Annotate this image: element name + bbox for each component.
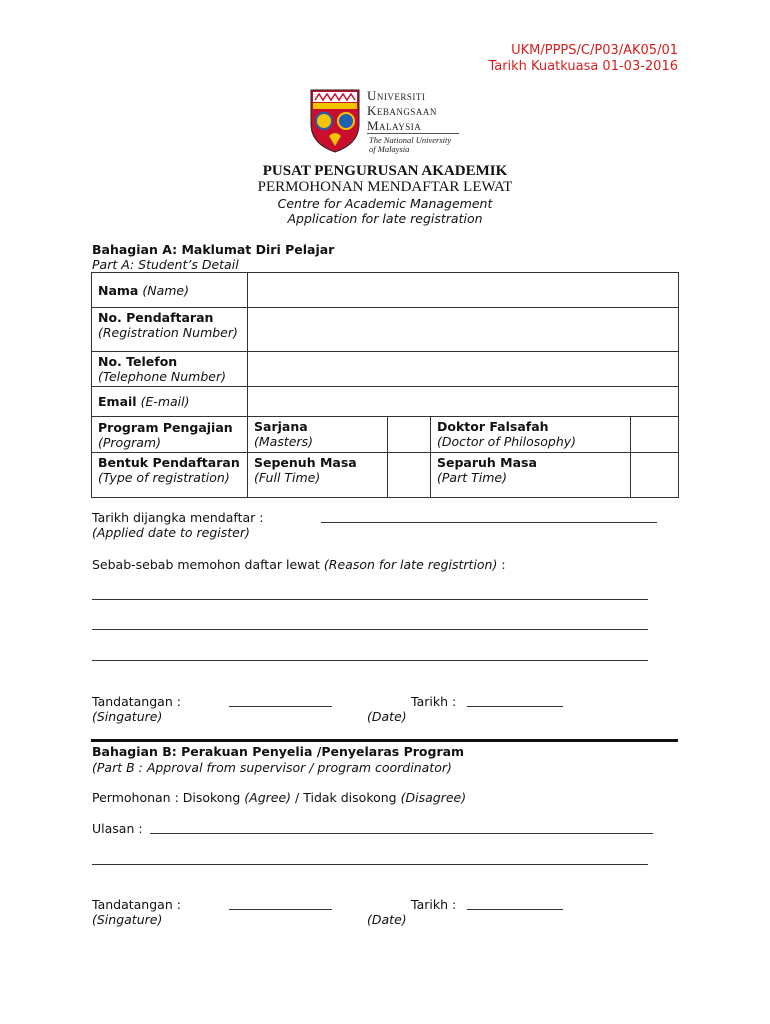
masters-label-en: (Masters) [254,434,313,449]
name-field[interactable] [248,273,679,308]
agree-option[interactable]: (Agree) [244,790,292,805]
email-field[interactable] [248,387,679,417]
remarks-label: Ulasan : [92,821,143,836]
parttime-label-en: (Part Time) [437,470,507,485]
phd-label: Doktor Falsafah [437,419,549,434]
reason-line [92,557,506,572]
part-a-signature-label-en: (Singature) [92,709,163,724]
reason-label: Sebab-sebab memohon daftar lewat [92,557,320,572]
ukm-crest-icon [309,88,361,154]
part-b-signature-label: Tandatangan : [92,897,181,912]
reason-colon: : [497,557,506,572]
parttime-checkbox[interactable] [631,453,679,498]
reason-field-line-3[interactable] [92,660,648,661]
reg-label-cell [92,308,248,352]
logo-english-line1: The National University [369,135,452,145]
email-label-cell [92,387,248,417]
part-b-date-field[interactable] [467,909,563,910]
parttime-label: Separuh Masa [437,455,537,470]
part-a-signature-field[interactable] [229,706,332,707]
telephone-field[interactable] [248,352,679,387]
reason-field-line-1[interactable] [92,599,648,600]
applied-date-field[interactable] [321,522,657,523]
masters-label: Sarjana [254,419,308,434]
form-ref-code: UKM/PPPS/C/P03/AK05/01 [511,43,678,58]
section-divider [91,739,678,742]
application-prefix: Permohonan : Disokong [92,790,245,805]
name-label-cell [92,273,248,308]
email-label-en: (E-mail) [140,394,190,409]
program-label: Program Pengajian [98,419,233,435]
fulltime-checkbox[interactable] [388,453,431,498]
phone-label-cell [92,352,248,387]
part-b-date-label-en: (Date) [367,912,407,927]
phd-label-en: (Doctor of Philosophy) [437,434,577,449]
part-a-date-label-en: (Date) [367,709,407,724]
ukm-logo [309,88,459,154]
email-label: Email [98,394,137,409]
reg-label-en: (Registration Number) [98,325,238,340]
part-a-subheading: Part A: Student’s Detail [92,257,239,272]
masters-cell [248,417,388,453]
part-a-date-label: Tarikh : [411,694,457,709]
phone-label-en: (Telephone Number) [98,369,227,384]
program-label-cell [92,417,248,453]
application-middle: / Tidak disokong [291,790,401,805]
fulltime-cell [248,453,388,498]
parttime-cell [431,453,631,498]
part-a-heading: Bahagian A: Maklumat Diri Pelajar [92,242,335,257]
effective-date: Tarikh Kuatkuasa 01-03-2016 [488,59,678,74]
logo-line2: Kebangsaan [367,103,437,118]
title-form: PERMOHONAN MENDAFTAR LEWAT [257,179,513,195]
applied-date-label-en: (Applied date to register) [92,525,250,540]
part-a-date-field[interactable] [467,706,563,707]
logo-english-line2: of Malaysia [369,144,410,154]
reason-label-en: (Reason for late registrtion) [323,557,498,572]
mode-label: Bentuk Pendaftaran [98,455,240,470]
part-b-subheading: (Part B : Approval from supervisor / program coordinator) [92,760,452,775]
phone-label: No. Telefon [98,354,178,369]
name-label: Nama [98,282,139,298]
title-main: PUSAT PENGURUSAN AKADEMIK [262,163,508,179]
part-b-signature-label-en: (Singature) [92,912,163,927]
title-english-form: Application for late registration [287,211,483,226]
part-a-signature-label: Tandatangan : [92,694,181,709]
mode-label-cell [92,453,248,498]
part-b-heading: Bahagian B: Perakuan Penyelia /Penyelaras Program [92,744,465,759]
program-label-en: (Program) [98,434,161,450]
reason-field-line-2[interactable] [92,629,648,630]
disagree-option[interactable]: (Disagree) [400,790,467,805]
phd-cell [431,417,631,453]
fulltime-label: Sepenuh Masa [254,455,357,470]
registration-number-field[interactable] [248,308,679,352]
remarks-field-line-2[interactable] [92,864,648,865]
logo-line3: Malaysia [367,118,422,133]
logo-line1: Universiti [367,88,426,103]
application-status-line [92,790,466,805]
student-detail-table [91,272,679,498]
name-label-en: (Name) [142,282,189,298]
reg-label: No. Pendaftaran [98,310,214,325]
applied-date-label: Tarikh dijangka mendaftar : [92,510,264,525]
fulltime-label-en: (Full Time) [254,470,321,485]
part-b-date-label: Tarikh : [411,897,457,912]
remarks-field-line-1[interactable] [150,833,653,834]
phd-checkbox[interactable] [631,417,679,453]
mode-label-en: (Type of registration) [98,470,230,485]
title-english-centre: Centre for Academic Management [277,196,493,211]
part-b-signature-field[interactable] [229,909,332,910]
masters-checkbox[interactable] [388,417,431,453]
